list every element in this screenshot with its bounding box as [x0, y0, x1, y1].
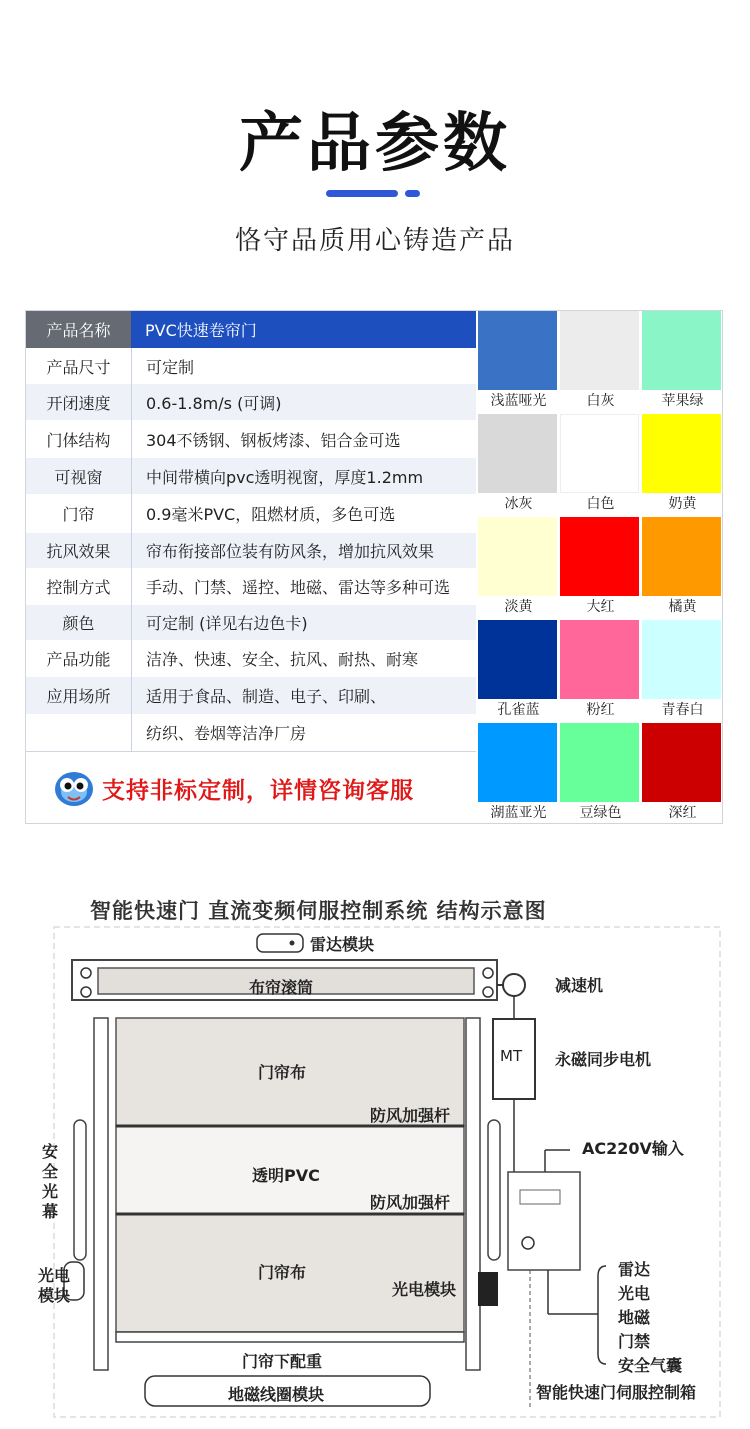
input-bracket — [598, 1266, 606, 1364]
swatch-label: 大红 — [586, 599, 615, 615]
swatch[interactable] — [478, 311, 559, 412]
spec-value: 洁净、快速、安全、抗风、耐热、耐寒 — [131, 640, 476, 677]
mascot-icon — [52, 768, 96, 808]
spec-header-value: PVC快速卷帘门 — [145, 321, 257, 340]
swatch[interactable] — [642, 723, 723, 824]
swatch-label: 浅蓝哑光 — [490, 393, 547, 409]
bolt — [81, 987, 91, 997]
spec-row — [26, 348, 476, 384]
swatch[interactable] — [560, 517, 641, 618]
left-column — [94, 1018, 108, 1370]
spec-row — [26, 420, 476, 458]
swatch[interactable] — [642, 620, 723, 721]
spec-key: 可视窗 — [54, 467, 103, 487]
reducer-wheel — [503, 974, 525, 996]
control-box — [508, 1172, 580, 1270]
promo-text: 支持非标定制，详情咨询客服 — [102, 777, 414, 804]
bolt — [81, 968, 91, 978]
swatch-color — [560, 517, 639, 596]
spec-key: 门体结构 — [46, 430, 111, 450]
spec-row — [26, 677, 476, 714]
safety-curtain-label: 安全光幕 — [42, 1142, 59, 1221]
spec-value: 中间带横向pvc透明视窗，厚度1.2mm — [131, 458, 476, 494]
swatch-color — [560, 414, 639, 493]
curtain-bottom-label: 门帘布 — [258, 1263, 307, 1282]
spec-key: 产品功能 — [46, 650, 111, 669]
swatch-color — [642, 723, 721, 802]
spec-row — [26, 568, 476, 605]
spec-row — [26, 458, 476, 494]
title-underline-short — [405, 190, 420, 197]
transparent-pvc-label: 透明PVC — [252, 1166, 320, 1185]
spec-key: 门帘 — [62, 505, 95, 524]
spec-value: 可定制 — [131, 348, 476, 384]
spec-value: 纺织、卷烟等洁净厂房 — [131, 714, 476, 751]
swatch-label: 苹果绿 — [661, 393, 704, 409]
swatch-label: 孔雀蓝 — [497, 702, 540, 718]
spec-key: 开闭速度 — [46, 393, 111, 413]
swatch-color — [642, 620, 721, 699]
swatch-label: 白色 — [586, 496, 615, 512]
spec-row — [26, 533, 476, 568]
swatch-color — [560, 723, 639, 802]
reducer-label: 减速机 — [555, 976, 604, 995]
safety-light-curtain — [74, 1120, 86, 1260]
input-ground-magnet: 地磁 — [618, 1308, 651, 1327]
spec-row — [26, 640, 476, 677]
control-knob — [522, 1237, 534, 1249]
swatch-color — [478, 517, 557, 596]
swatch-label: 冰灰 — [504, 496, 533, 512]
spec-panel — [25, 310, 723, 824]
spec-row — [26, 714, 476, 751]
swatch[interactable] — [478, 414, 559, 515]
photo-module-left-label: 光电模块 — [38, 1266, 71, 1305]
curtain-top-label: 门帘布 — [258, 1063, 307, 1082]
right-light-curtain — [488, 1120, 500, 1260]
spec-row — [26, 494, 476, 533]
input-safety-airbag: 安全气囊 — [618, 1356, 683, 1375]
custom-promo-banner[interactable] — [26, 751, 476, 824]
swatch-color — [642, 311, 721, 390]
bottom-weight-bar — [116, 1332, 464, 1342]
title-underline-long — [326, 190, 398, 197]
swatch-color — [478, 311, 557, 390]
swatch[interactable] — [560, 723, 641, 824]
control-box-label: 智能快速门伺服控制箱 — [536, 1383, 697, 1402]
radar-module-box — [257, 934, 303, 952]
swatch-color — [560, 311, 639, 390]
page-title: 产品参数 — [239, 107, 511, 181]
spec-header-key: 产品名称 — [26, 311, 131, 348]
swatch-label: 豆绿色 — [579, 805, 622, 821]
swatch-label: 淡黄 — [504, 599, 533, 615]
swatch-label: 粉红 — [586, 702, 615, 718]
spec-key: 颜色 — [62, 614, 95, 633]
spec-value: 0.9毫米PVC，阻燃材质，多色可选 — [131, 494, 476, 533]
spec-value: 适用于食品、制造、电子、印刷、 — [131, 677, 476, 714]
swatch-label: 奶黄 — [668, 496, 697, 512]
spec-key: 应用场所 — [46, 687, 111, 706]
swatch-color — [478, 620, 557, 699]
swatch[interactable] — [642, 414, 723, 515]
roller-label: 布帘滚筒 — [249, 978, 314, 997]
swatch[interactable] — [478, 620, 559, 721]
swatch[interactable] — [560, 311, 641, 412]
wind-bar-1-label: 防风加强杆 — [370, 1106, 451, 1125]
spec-row — [26, 605, 476, 640]
swatch-color — [560, 620, 639, 699]
radar-dot — [290, 941, 295, 946]
motor-label: 永磁同步电机 — [555, 1050, 652, 1069]
radar-module-label: 雷达模块 — [310, 935, 375, 954]
swatch-color — [478, 723, 557, 802]
swatch-label: 橘黄 — [668, 599, 697, 615]
spec-key: 产品尺寸 — [46, 357, 111, 377]
spec-value: 304不锈钢、钢板烤漆、铝合金可选 — [131, 420, 476, 458]
swatch[interactable] — [560, 414, 641, 515]
input-access-control: 门禁 — [618, 1332, 651, 1351]
spec-value: 0.6-1.8m/s (可调) — [131, 384, 476, 420]
right-photo-sensor — [478, 1272, 498, 1306]
spec-header-row — [26, 311, 476, 348]
swatch-label: 青春白 — [661, 702, 704, 718]
swatch[interactable] — [642, 517, 723, 618]
swatch-color — [478, 414, 557, 493]
bolt — [483, 987, 493, 997]
input-photo: 光电 — [618, 1284, 651, 1303]
swatch-color — [642, 517, 721, 596]
bolt — [483, 968, 493, 978]
spec-key: 控制方式 — [46, 578, 111, 597]
swatch[interactable] — [560, 620, 641, 721]
spec-key: 抗风效果 — [46, 542, 111, 561]
wind-bar-2-label: 防风加强杆 — [370, 1193, 451, 1212]
swatch-label: 白灰 — [586, 393, 615, 409]
structure-diagram — [0, 880, 750, 1429]
page-subtitle: 恪守品质用心铸造产品 — [234, 226, 515, 256]
bottom-fitting-label: 门帘下配重 — [242, 1352, 323, 1371]
diagram-title: 智能快速门 直流变频伺服控制系统 结构示意图 — [90, 899, 547, 923]
spec-value: 帘布衔接部位装有防风条，增加抗风效果 — [131, 533, 476, 568]
motor-mark: MT — [500, 1047, 523, 1065]
swatch[interactable] — [478, 517, 559, 618]
control-display — [520, 1190, 560, 1204]
ac-input-label: AC220V输入 — [582, 1139, 684, 1158]
swatch[interactable] — [478, 723, 559, 824]
spec-value: 可定制 (详见右边色卡) — [131, 605, 476, 640]
input-radar: 雷达 — [618, 1260, 651, 1279]
spec-value: 手动、门禁、遥控、地磁、雷达等多种可选 — [131, 568, 476, 605]
swatch-color — [642, 414, 721, 493]
right-column — [466, 1018, 480, 1370]
swatch-label: 深红 — [668, 805, 697, 821]
ground-coil-label: 地磁线圈模块 — [228, 1385, 325, 1404]
spec-row — [26, 384, 476, 420]
swatch[interactable] — [642, 311, 723, 412]
photo-module-right-label: 光电模块 — [392, 1280, 457, 1299]
swatch-label: 湖蓝亚光 — [490, 805, 547, 821]
